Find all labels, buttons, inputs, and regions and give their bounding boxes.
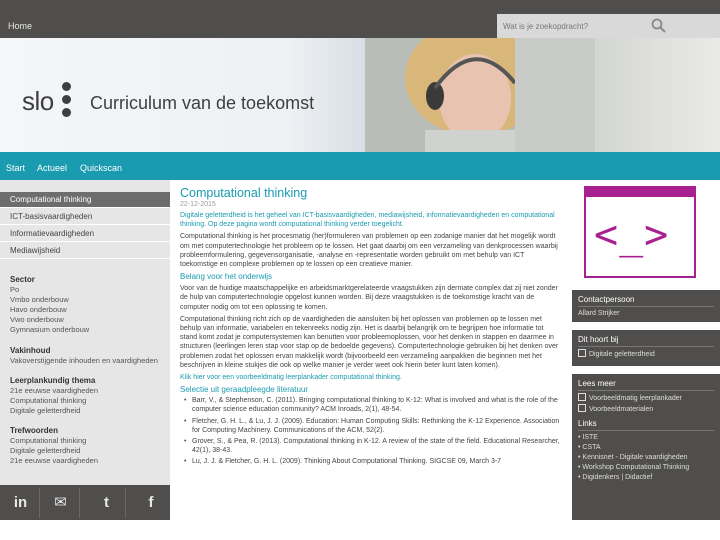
sidebar-item-informatievaardigheden[interactable]: Informatievaardigheden [0,226,170,242]
home-link[interactable]: Home [8,21,33,31]
contact-title: Contactpersoon [578,295,714,307]
code-glyph: <_> [594,212,670,258]
body-paragraph: Computational thinking is het procesmatig (her)formuleren van problemen op een zodanige manier dat het mogelijk wordt om met computertechnologie het probleem op te lossen. Het gaat daarbij om een verzameling van denkprocessen waarbij probleemformulering, gegevensorganisatie, -analyse en -representatie worden gebruikt om met behulp van ICT toekomstige en complexe problemen op te lossen op een creatieve manier. [180,233,558,269]
checkbox-icon [578,393,586,401]
link-item[interactable]: • CSTA [578,444,601,451]
leerplankundig-title: Leerplankundig thema [10,376,96,385]
hero-photo [365,38,595,152]
links-box [572,414,720,520]
main-content [180,186,562,520]
vakinhoud-item[interactable]: Vakoverstijgende inhouden en vaardigheden [10,356,158,365]
section-heading-literatuur: Selectie uit geraadpleegde literatuur [180,385,309,395]
intro-text: Digitale geletterdheid is het geheel van ICT-basisvaardigheden, mediawijsheid, informatievaardigheden en computational thinking. Op deze pagina wordt computational thinking verder toegelicht. [180,212,555,229]
nav-item-start[interactable]: Start [6,163,26,173]
vakinhoud-title: Vakinhoud [10,346,51,355]
links-title: Links [578,419,714,431]
sector-item[interactable]: Po [10,285,20,294]
brand-logo[interactable]: slo [22,86,54,116]
dit-hoort-bij-item[interactable]: Digitale geletterdheid [578,349,714,360]
sector-item[interactable]: Havo onderbouw [10,305,67,314]
search-box[interactable] [497,14,720,38]
search-input[interactable]: Wat is je zoekopdracht? [503,22,589,31]
sector-title: Sector [10,275,35,284]
sector-item[interactable]: Vwo onderbouw [10,315,64,324]
twitter-icon[interactable]: t [88,488,126,518]
sidebar [0,180,170,520]
sector-item[interactable]: Vmbo onderbouw [10,295,69,304]
link-item[interactable]: • Kennisnet - Digitale vaardigheden [578,454,688,461]
contact-box [572,290,720,322]
nav-item-quickscan[interactable]: Quickscan [80,163,123,173]
window-bar [586,188,694,197]
list-item: • Lu, J. J. & Fletcher, G. H. L. (2009). Thinking About Computational Thinking. SIGCSE 09, March 3-7 [192,457,562,466]
hero-banner [0,38,720,152]
list-item: • Grover, S., & Pea, R. (2013). Computational thinking in K-12. A review of the state of the field. Educational Researcher, 42(1), 38-43. [192,437,562,455]
search-icon[interactable] [650,17,668,35]
top-bar [0,0,720,38]
nav-item-actueel[interactable]: Actueel [37,163,68,173]
leerplankundig-item[interactable]: 21e eeuwse vaardigheden [10,386,98,395]
example-link[interactable]: Klik hier voor een voorbeeldmatig leerplankader computational thinking. [180,374,402,382]
site-tagline: Curriculum van de toekomst [90,93,315,113]
dit-hoort-bij-title: Dit hoort bij [578,335,714,347]
publish-date: 22-12-2015 [180,201,216,208]
list-item: • Barr, V., & Stephenson, C. (2011). Bringing computational thinking to K-12: What is involved and what is the role of the computer science education community? ACM Inroads, 2(1), 48-54. [192,396,562,414]
lees-meer-item[interactable]: Voorbeeldmaterialen [578,404,714,415]
trefwoorden-title: Trefwoorden [10,426,59,435]
lees-meer-title: Lees meer [578,379,714,391]
main-nav [0,152,720,180]
linkedin-icon[interactable]: in [2,488,40,518]
bottom-strip [0,520,720,540]
contact-name[interactable]: Allard Strijker [578,310,620,317]
sidebar-item-mediawijsheid[interactable]: Mediawijsheid [0,243,170,259]
social-bar [0,485,170,520]
leerplankundig-item[interactable]: Digitale geletterdheid [10,406,81,415]
mail-icon[interactable]: ✉ [42,488,80,518]
list-item: • Fletcher, G. H. L., & Lu, J. J. (2009). Education: Human Computing Skills: Rethinking the K-12 Experience. Association for Computing Machinery. Communications of the ACM, 52(2). [192,417,562,435]
link-item[interactable]: • ISTE [578,434,598,441]
link-item[interactable]: • Digidenkers | Didactief [578,474,653,481]
lees-meer-item[interactable]: Voorbeeldmatig leerplankader [578,393,714,404]
sidebar-item-computational-thinking[interactable]: Computational thinking [0,192,170,208]
dit-hoort-bij-box [572,330,720,366]
logo-dots [62,82,74,121]
leerplankundig-item[interactable]: Computational thinking [10,396,87,405]
trefwoord-item[interactable]: Digitale geletterdheid [10,446,81,455]
page-title: Computational thinking [180,186,308,200]
checkbox-icon [578,404,586,412]
facebook-icon[interactable]: f [148,494,154,511]
sector-item[interactable]: Gymnasium onderbouw [10,325,90,334]
body-paragraph: Computational thinking richt zich op de vaardigheden die aansluiten bij het oplossen van problemen op te lossen met behulp van informatie, variabelen en tekenreeks nodig zijn. Het is daarbij belangrijk om te begrijpen hoe informatie tot stand komt zodat je computersystemen kan benutten voor probleemoplossen, voor het denken in stappen en daarmee in structuren (leerlingen leren stap voor stap op de bedoelde gegevens). Computertechnologie gebruiken bij het denken over problemen zodat het oplossen ervan makkelijk wordt (bijvoorbeeld een verzameling aanpakken die beginnen met het beschrijven in kleine stukjes die ook op welke manier je verder weet ook hierin beter kunt laten komen). [180,315,559,369]
reference-list [180,396,562,466]
trefwoord-item[interactable]: Computational thinking [10,436,87,445]
link-item[interactable]: • Workshop Computational Thinking [578,464,690,471]
checkbox-icon [578,349,586,357]
right-column [572,186,720,520]
section-heading-belang: Belang voor het onderwijs [180,272,273,282]
trefwoord-item[interactable]: 21e eeuwse vaardigheden [10,456,98,465]
body-paragraph: Voor van de huidige maatschappelijke en arbeidsmarktgerelateerde vraagstukken zijn dermate complex dat zij niet zonder de hulp van computertechnologie opgelost kunnen worden. Bij deze vraagstukken is de toekomstige kracht van de computer nodig om tot een oplossing te komen. [180,285,558,311]
sidebar-item-ict-basisvaardigheden[interactable]: ICT-basisvaardigheden [0,209,170,225]
code-illustration [584,186,696,278]
